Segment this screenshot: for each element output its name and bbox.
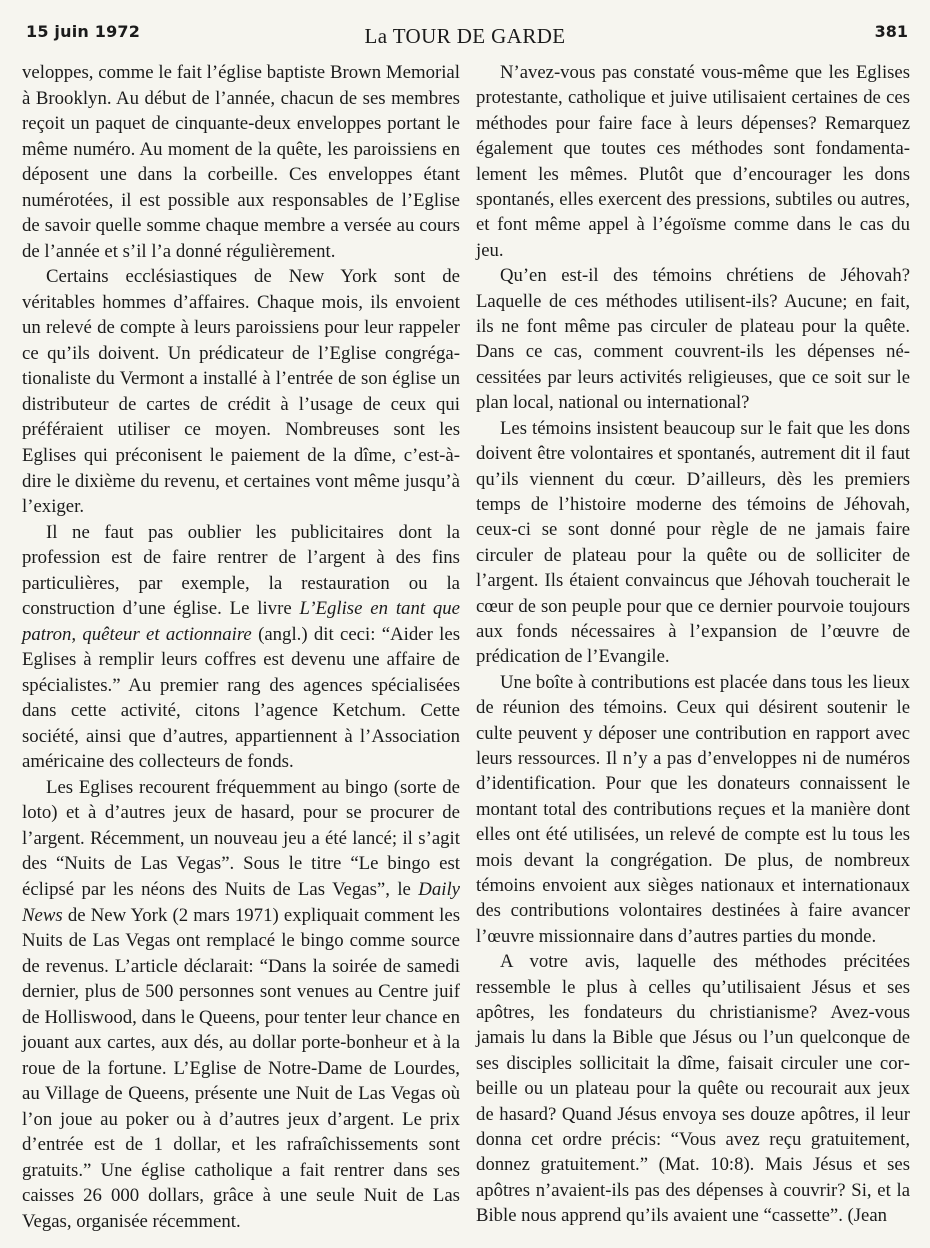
paragraph-text: Les Eglises recourent fréquemment au bingo (sorte de loto) et à d’autres jeux de hasard, pour se procurer de l’argent. Récemment, un nouveau jeu a été lancé; il s’agit des “Nuits de Las Vegas”. Sous le titre “Le bingo est éclipsé par les néons des Nuits de Las Vegas”, le — [22, 776, 460, 900]
paragraph: A votre avis, laquelle des méthodes précitées ressemble le plus à celles qu’utilisaient Jésus et ses apôtres, les fondateurs du christianisme? Avez-vous jamais lu dans la Bible que Jésus ou l’un quelconque de ses disciples sollicitait la dîme, faisait circuler une corbeille ou un plateau pour la quête ou recourait aux jeux de hasard? Quand Jésus envoya ses douze apôtres, il leur donna cet ordre précis: “Vous avez reçu gratuitement, donnez gratuitement.” (Mat. 10:8). Mais Jésus et ses apôtres n’avaient-ils pas des dépenses à couvrir? Si, et la Bible nous apprend qu’ils avaient une “cassette”. (Jean — [476, 951, 910, 1227]
right-column — [476, 60, 910, 1229]
paragraph: Qu’en est-il des témoins chrétiens de Jéhovah? Laquelle de ces méthodes utilisent-ils? Aucune; en fait, ils ne font même pas circuler de plateau pour la quête. Dans ce cas, comment couvrent-ils les dépenses nécessitées par leurs activités religieuses, que ce soit sur le plan local, national ou international? — [476, 265, 910, 414]
left-column — [22, 60, 460, 1234]
publication-title: La TOUR DE GARDE — [364, 24, 566, 48]
paragraph-text: de New York (2 mars 1971) expliquait comment les Nuits de Las Vegas ont remplacé le bingo comme source de revenus. L’article déclarait: “Dans la soirée de samedi dernier, plus de 500 personnes sont venues au Centre juif de Holliswood, dans le Queens, pour tenter leur chance en jouant aux cartes, aux dés, au dollar porte-bonheur et à la roue de la fortune. L’Eglise de Notre-Dame de Lourdes, au Village de Queens, présente une Nuit de Las Vegas où l’on joue au poker ou à d’autres jeux d’argent. Le prix d’entrée est de 1 dollar, et les rafraîchissements sont gratuits.” Une église catholique a fait rentrer dans ses caisses 26 000 dollars, grâce à une seule Nuit de Las Vegas, organisée récemment. — [22, 904, 460, 1232]
newspaper-title: Daily News — [22, 879, 460, 926]
paragraph: Certains ecclésiastiques de New York sont de véritables hommes d’affaires. Chaque mois, ils envoient un relevé de compte à leurs paroissiens pour leur rappeler ce qu’ils doivent. Un prédicateur de l’Eglise congrégationaliste du Vermont a installé à l’entrée de son église un distributeur de cartes de crédit à l’usage de ceux qui préféraient utiliser ce moyen. Nombreuses sont les Eglises qui préconisent le paiement de la dîme, c’est-à-dire le dixième du revenu, et certaines vont même jusqu’à l’exiger. — [22, 266, 460, 518]
paragraph — [22, 520, 460, 775]
paragraph: N’avez-vous pas constaté vous-même que les Eglises protestante, catholique et juive utilisaient certaines de ces méthodes pour faire face à leurs dépenses? Remarquez également que toutes ces méthodes sont fondamentalement les mêmes. Plutôt que d’encourager les dons spontanés, elles exercent des pressions, subtiles ou autres, et font même appel à l’égoïsme comme dans le cas du jeu. — [476, 62, 910, 261]
paragraph-text: (angl.) dit ceci: “Aider les Eglises à remplir leurs coffres est devenu une affaire de spécialistes.” Au premier rang des agences spécialisées dans cette activité, citons l’agence Ketchum. Cette société, ainsi que d’autres, appartiennent à l’Association américaine des collecteurs de fonds. — [22, 623, 460, 773]
paragraph: Les témoins insistent beaucoup sur le fait que les dons doivent être volontaires et spontanés, autrement dit il faut qu’ils viennent du cœur. D’ailleurs, dès les premiers temps de l’histoire moderne des témoins de Jéhovah, ceux-ci se sont donné pour règle de ne jamais faire circuler de plateau pour la quête ou de solliciter de l’argent. Ils étaient convaincus que Jéhovah toucherait le cœur de son peuple pour que ce dernier pourvoie toujours aux fonds nécessaires à l’expansion de l’œuvre de prédication de l’Evangile. — [476, 417, 910, 668]
paragraph: Une boîte à contributions est placée dans tous les lieux de réunion des témoins. Ceux qui désirent soutenir le culte peuvent y déposer une contribution en rapport avec leurs ressources. Il n’y a pas d’enveloppes ni de numéros d’identification. Pour que les donateurs connaissent le montant total des contributions reçues et la manière dont elles ont été utilisées, un relevé de compte est lu tous les mois devant la congrégation. De plus, de nombreux témoins envoient aux sièges nationaux et internationaux des contributions volontaires destinées à faire avancer l’œuvre missionnaire dans d’autres parties du monde. — [476, 671, 910, 947]
paragraph — [22, 775, 460, 1235]
page-number: 381 — [874, 22, 908, 41]
paragraph-text: Il ne faut pas oublier les publicitaires dont la profession est de faire rentrer de l’argent à des fins particulières, par exemple, la restauration ou la construction d’une église. Le livre — [22, 521, 460, 620]
page-header — [18, 20, 912, 50]
issue-date: 15 juin 1972 — [26, 22, 141, 41]
paragraph: veloppes, comme le fait l’église baptiste Brown Memorial à Brooklyn. Au début de l’année, chacun de ses membres reçoit un paquet de cinquante-deux enveloppes portant le même numéro. Au moment de la quête, les paroissiens en déposent une dans la corbeille. Ces enveloppes étant numérotées, il est possible aux responsables de l’Eglise de savoir quelle somme chaque membre a versée au cours de l’année et s’il l’a donné régulièrement. — [22, 62, 460, 262]
book-title: L’Eglise en tant que patron, quêteur et actionnaire — [22, 598, 461, 645]
